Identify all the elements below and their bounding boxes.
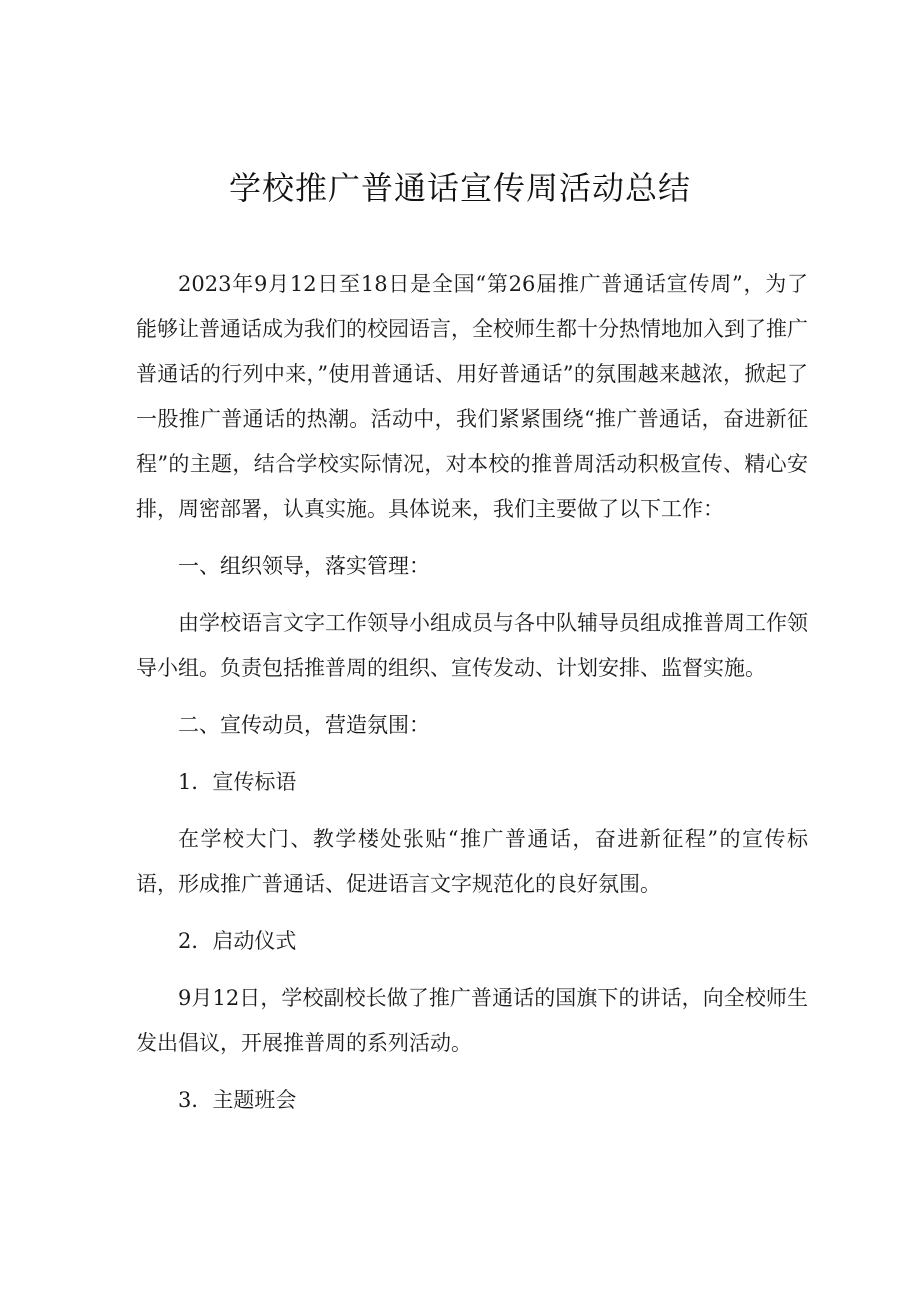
item-1-paragraph: 在学校大门、教学楼处张贴“推广普通话，奋进新征程”的宣传标语，形成推广普通话、促进语言文字规范化的良好氛围。 [136, 827, 808, 896]
section-2-heading: 二、宣传动员，营造氛围： [178, 713, 430, 737]
section-1-heading: 一、组织领导，落实管理： [178, 554, 430, 578]
item-2-paragraph: 9月12日，学校副校长做了推广普通话的国旗下的讲话，向全校师生发出倡议，开展推普周的系列活动。 [136, 986, 808, 1055]
item-2-label: 2．启动仪式 [178, 929, 297, 953]
section-1-paragraph: 由学校语言文字工作领导小组成员与各中队辅导员组成推普周工作领导小组。负责包括推普周的组织、宣传发动、计划安排、监督实施。 [136, 611, 808, 680]
document-body [136, 262, 808, 1123]
document-title: 学校推广普通话宣传周活动总结 [228, 169, 691, 207]
item-3-label: 3．主题班会 [178, 1088, 297, 1112]
item-1-label: 1．宣传标语 [178, 770, 297, 794]
intro-paragraph: 2023年9月12日至18日是全国“第26届推广普通话宣传周”，为了能够让普通话成为我们的校园语言，全校师生都十分热情地加入到了推广普通话的行列中来，”使用普通话、用好普通话”的氛围越来越浓，掀起了一股推广普通话的热潮。活动中，我们紧紧围绕“推广普通话，奋进新征程”的主题，结合学校实际情况，对本校的推普周活动积极宣传、精心安排，周密部署，认真实施。具体说来，我们主要做了以下工作： [136, 272, 808, 521]
